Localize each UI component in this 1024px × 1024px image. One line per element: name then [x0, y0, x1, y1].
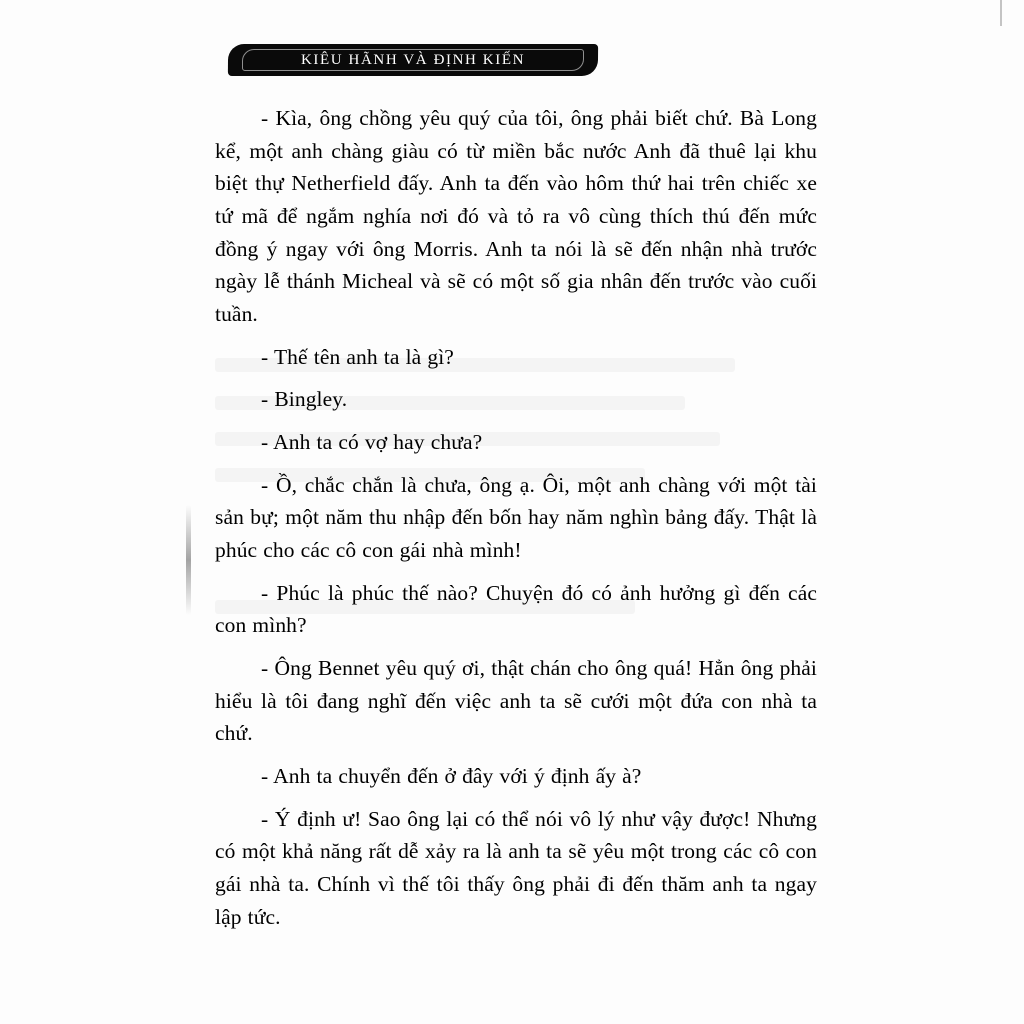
paragraph: - Ồ, chắc chắn là chưa, ông ạ. Ôi, một anh chàng với một tài sản bự; một năm thu nhập đến bốn hay năm nghìn bảng đấy. Thật là phúc cho các cô con gái nhà mình!: [215, 472, 817, 563]
body-text-column: [215, 102, 817, 943]
running-title: KIÊU HÃNH VÀ ĐỊNH KIẾN: [300, 51, 526, 68]
scan-artifact-corner: [1000, 0, 1002, 26]
paragraph: - Thế tên anh ta là gì?: [261, 344, 454, 369]
paragraph: - Phúc là phúc thế nào? Chuyện đó có ảnh hưởng gì đến các con mình?: [215, 580, 817, 638]
paragraph: - Kìa, ông chồng yêu quý của tôi, ông phải biết chứ. Bà Long kể, một anh chàng giàu có từ miền bắc nước Anh đã thuê lại khu biệt thự Netherfield đấy. Anh ta đến vào hôm thứ hai trên chiếc xe tứ mã để ngắm nghía nơi đó và tỏ ra vô cùng thích thú đến mức đồng ý ngay với ông Morris. Anh ta nói là sẽ đến nhận nhà trước ngày lễ thánh Micheal và sẽ có một số gia nhân đến trước vào cuối tuần.: [215, 106, 817, 327]
paragraph: - Ý định ư! Sao ông lại có thể nói vô lý như vậy được! Nhưng có một khả năng rất dễ xảy ra là anh ta sẽ yêu một trong các cô con gái nhà ta. Chính vì thế tôi thấy ông phải đi đến thăm anh ta ngay lập tức.: [215, 806, 817, 929]
paragraph: - Bingley.: [261, 387, 348, 412]
running-header-banner: [228, 44, 598, 76]
paragraph: - Anh ta có vợ hay chưa?: [261, 430, 483, 455]
paragraph: - Anh ta chuyển đến ở đây với ý định ấy à?: [261, 764, 642, 789]
scan-artifact-spine: [186, 505, 191, 615]
paragraph: - Ông Bennet yêu quý ơi, thật chán cho ông quá! Hẳn ông phải hiểu là tôi đang nghĩ đến việc anh ta sẽ cưới một đứa con nhà ta chứ.: [215, 656, 817, 746]
